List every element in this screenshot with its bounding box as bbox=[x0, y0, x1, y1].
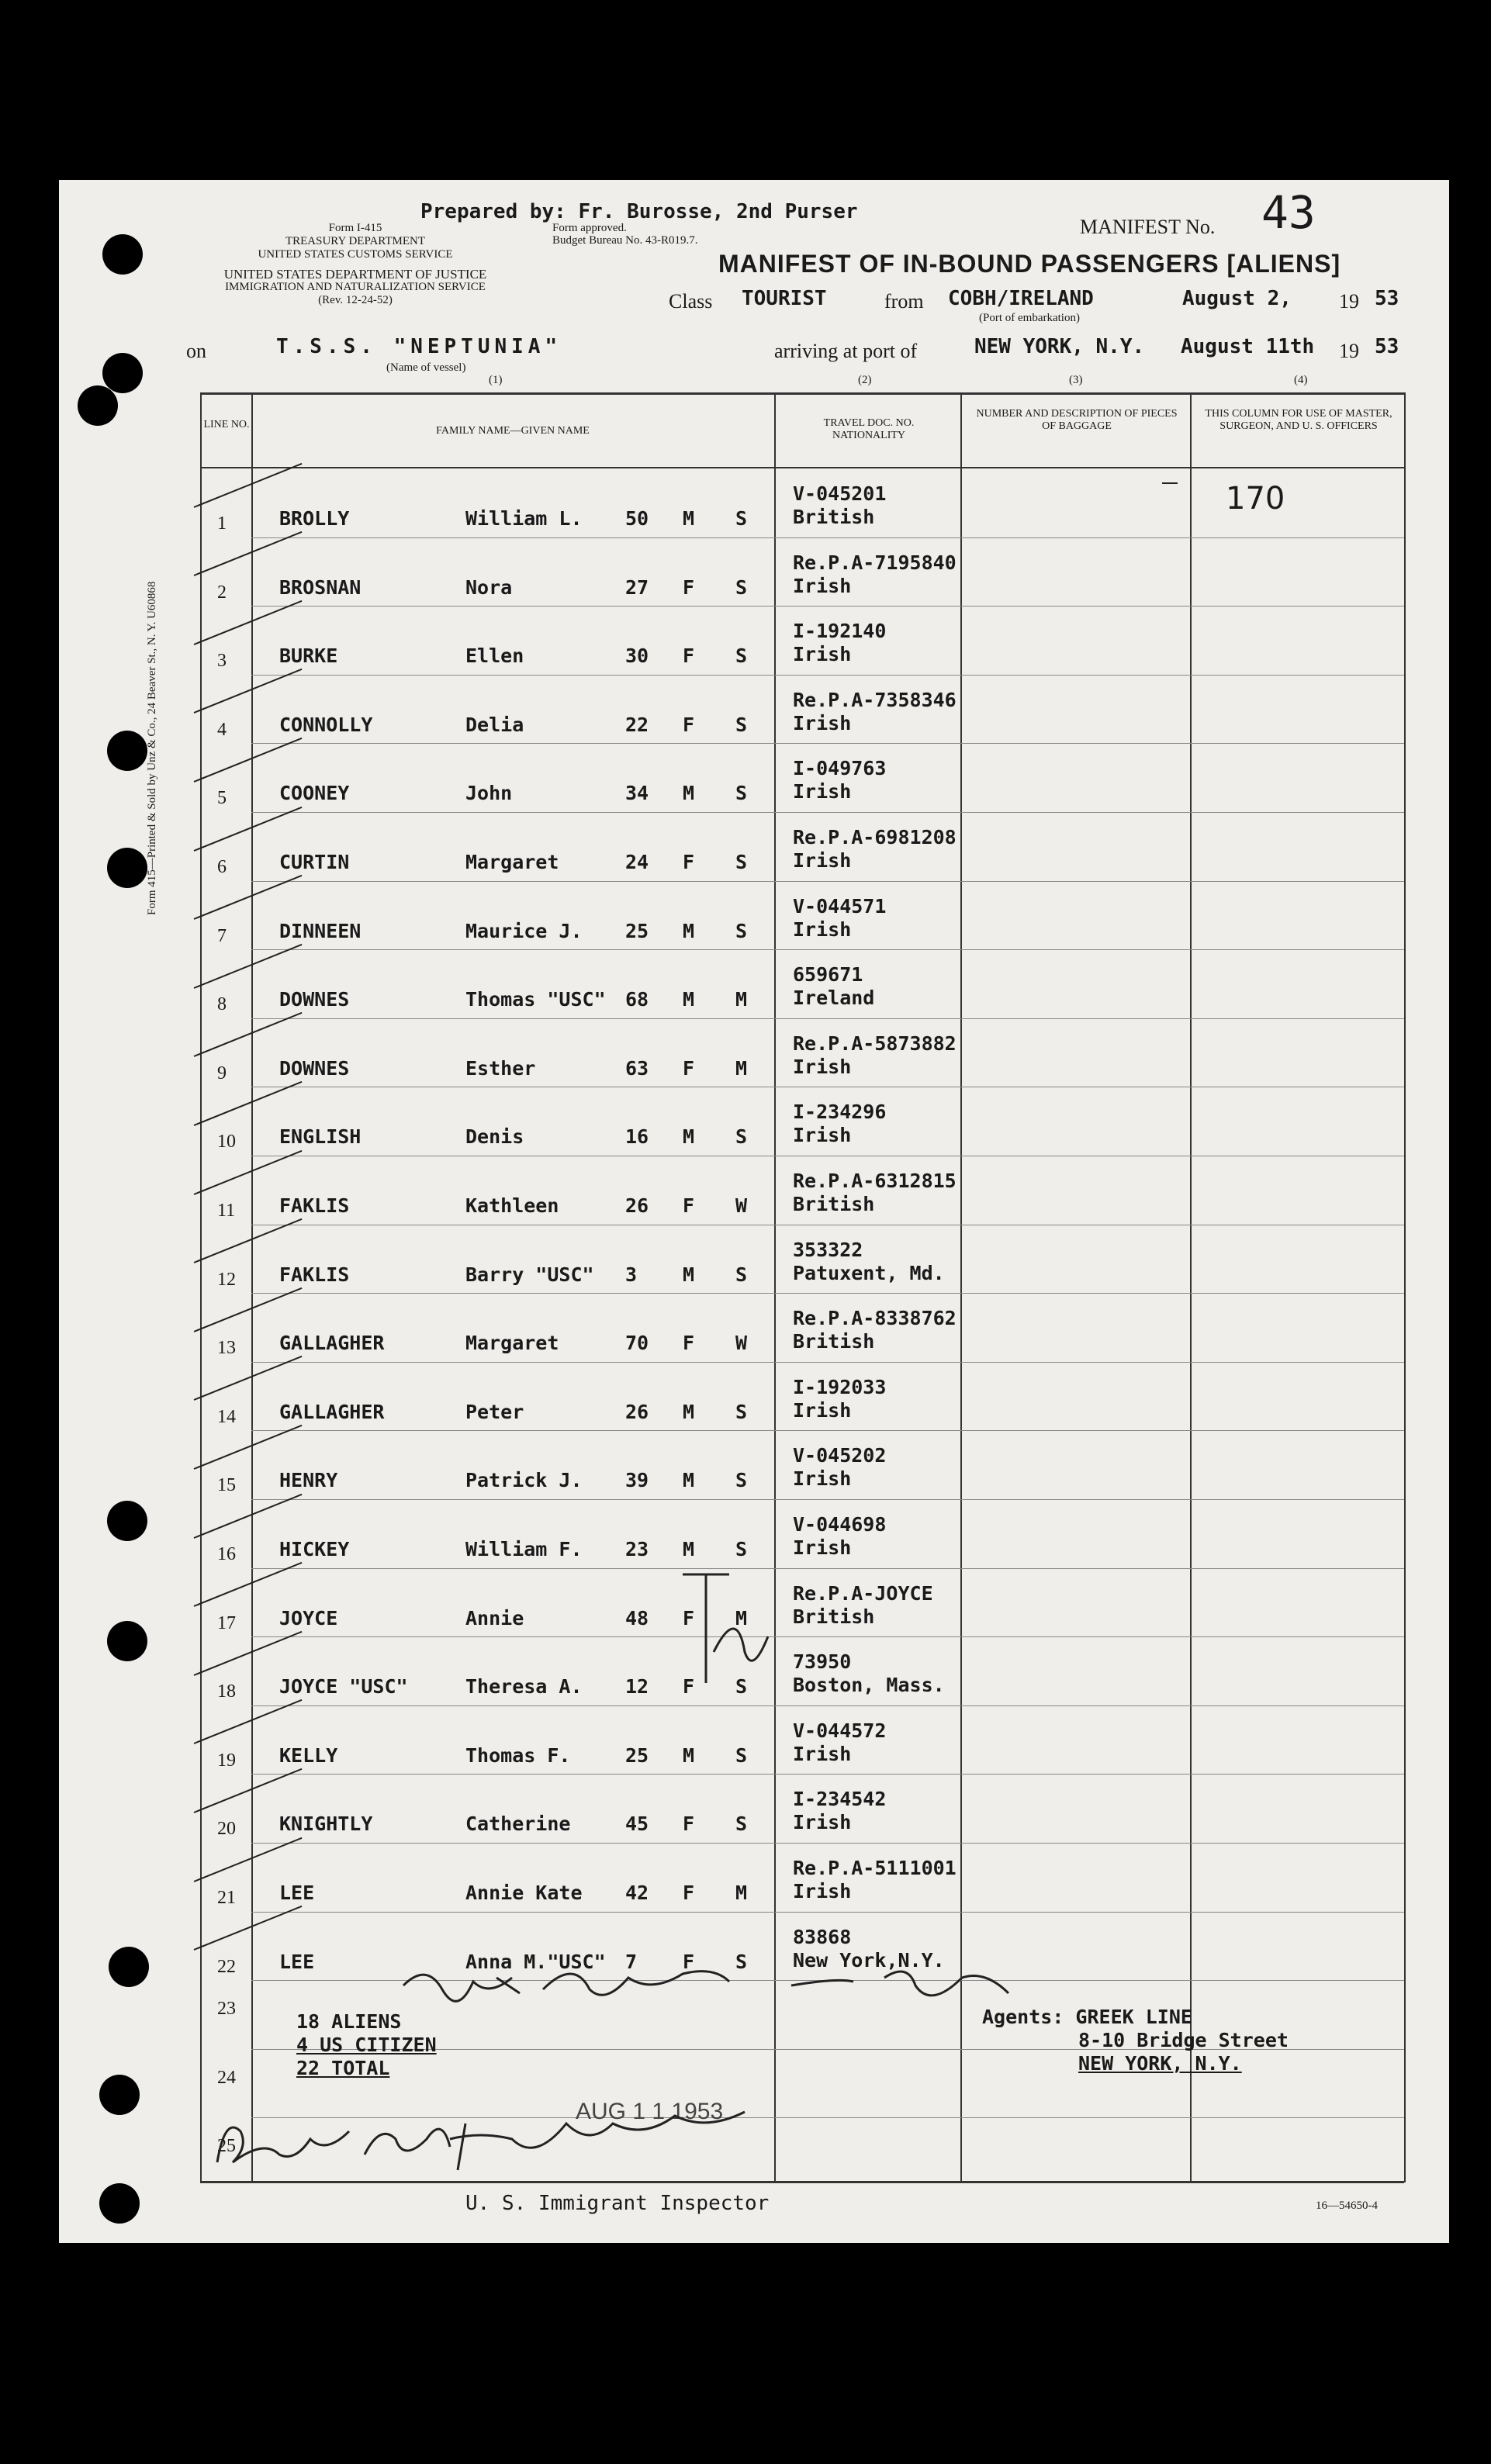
passenger-age: 27 bbox=[625, 575, 649, 599]
passenger-nationality: Irish bbox=[793, 1742, 852, 1765]
row-line-number: 21 bbox=[217, 1888, 236, 1908]
passenger-family-name: BURKE bbox=[279, 645, 338, 668]
budget-bureau: Budget Bureau No. 43-R019.7. bbox=[552, 234, 698, 247]
passenger-family-name: FAKLIS bbox=[279, 1194, 350, 1217]
travel-doc-number: V-045202 bbox=[793, 1444, 887, 1467]
passenger-age: 70 bbox=[625, 1332, 649, 1355]
passenger-marital-status: S bbox=[735, 1743, 748, 1767]
inspector-signature bbox=[209, 2108, 752, 2178]
inspection-date-stamp: AUG 1 1 1953 bbox=[576, 2099, 724, 2124]
passenger-nationality: Boston, Mass. bbox=[793, 1674, 945, 1697]
travel-doc-number: Re.P.A-6312815 bbox=[793, 1170, 957, 1192]
col-header-travel: TRAVEL DOC. NO. NATIONALITY bbox=[823, 417, 915, 441]
passenger-marital-status: S bbox=[735, 851, 748, 873]
passenger-family-name: BROSNAN bbox=[279, 575, 362, 599]
class-label: Class bbox=[669, 290, 713, 313]
from-value: COBH/IRELAND bbox=[948, 287, 1094, 310]
passenger-family-name: DOWNES bbox=[279, 1056, 350, 1080]
passenger-given-name: Delia bbox=[465, 713, 524, 736]
passenger-given-name: Theresa A. bbox=[465, 1675, 583, 1699]
passenger-marital-status: S bbox=[735, 507, 748, 530]
passenger-family-name: HICKEY bbox=[279, 1538, 350, 1560]
passenger-nationality: Irish bbox=[793, 1398, 852, 1422]
col-num-4: (4) bbox=[1294, 374, 1308, 386]
dept-justice: UNITED STATES DEPARTMENT OF JUSTICE bbox=[223, 267, 487, 282]
agency-block bbox=[185, 222, 526, 307]
row-divider bbox=[251, 1705, 1404, 1706]
passenger-marital-status: M bbox=[735, 1056, 748, 1080]
travel-doc-number: I-234296 bbox=[793, 1101, 887, 1124]
row-divider bbox=[251, 949, 1404, 950]
passenger-nationality: Patuxent, Md. bbox=[793, 1261, 945, 1284]
travel-doc-number: V-044572 bbox=[793, 1719, 887, 1742]
travel-doc-number: I-192140 bbox=[793, 620, 887, 643]
passenger-marital-status: W bbox=[735, 1194, 748, 1217]
row-line-number: 16 bbox=[217, 1544, 236, 1564]
passenger-family-name: COONEY bbox=[279, 782, 350, 805]
travel-doc-number: V-044698 bbox=[793, 1513, 887, 1536]
col-header-baggage: NUMBER AND DESCRIPTION OF PIECES OF BAGGAGE bbox=[976, 408, 1178, 432]
row-line-number: 24 bbox=[217, 2067, 236, 2088]
passenger-given-name: Peter bbox=[465, 1400, 524, 1423]
travel-doc-number: V-044571 bbox=[793, 894, 887, 918]
passenger-sex: F bbox=[683, 645, 695, 668]
passenger-nationality: British bbox=[793, 506, 875, 528]
passenger-given-name: Kathleen bbox=[465, 1194, 559, 1217]
row-line-number: 13 bbox=[217, 1338, 236, 1359]
footer-code: 16—54650-4 bbox=[1316, 2200, 1378, 2212]
agents-label: Agents: GREEK LINE bbox=[982, 2006, 1192, 2028]
arriving-label: arriving at port of bbox=[774, 340, 918, 362]
passenger-family-name: GALLAGHER bbox=[279, 1332, 385, 1355]
passenger-sex: F bbox=[683, 713, 695, 736]
row-line-number: 10 bbox=[217, 1132, 236, 1153]
dept-treasury: TREASURY DEPARTMENT bbox=[285, 235, 426, 247]
row-line-number: 19 bbox=[217, 1750, 236, 1771]
passenger-marital-status: W bbox=[735, 1332, 748, 1355]
on-label: on bbox=[186, 340, 206, 362]
row-divider bbox=[251, 1293, 1404, 1294]
passenger-family-name: CONNOLLY bbox=[279, 713, 373, 736]
passenger-age: 42 bbox=[625, 1882, 649, 1904]
passenger-age: 39 bbox=[625, 1469, 649, 1492]
passenger-given-name: Catherine bbox=[465, 1813, 571, 1836]
travel-doc-number: I-192033 bbox=[793, 1375, 887, 1398]
col-header-line: LINE NO. bbox=[203, 419, 250, 430]
passenger-age: 63 bbox=[625, 1056, 649, 1080]
row-divider bbox=[251, 1018, 1404, 1019]
printer-credit: Form 415—Printed & Sold by Unz & Co., 24 Beaver St., N. Y. U60868 bbox=[146, 581, 158, 915]
passenger-marital-status: S bbox=[735, 645, 748, 668]
passenger-age: 22 bbox=[625, 713, 649, 736]
row-line-number: 1 bbox=[217, 513, 227, 534]
row-divider bbox=[251, 743, 1404, 744]
passenger-nationality: Irish bbox=[793, 574, 852, 597]
passenger-age: 25 bbox=[625, 919, 649, 942]
passenger-nationality: Irish bbox=[793, 643, 852, 666]
passenger-family-name: LEE bbox=[279, 1882, 315, 1904]
row-line-number: 2 bbox=[217, 582, 227, 603]
row-line-number: 14 bbox=[217, 1406, 236, 1427]
travel-doc-number: V-045201 bbox=[793, 482, 887, 505]
passenger-age: 23 bbox=[625, 1538, 649, 1560]
passenger-age: 34 bbox=[625, 782, 649, 805]
total-aliens: 18 ALIENS bbox=[296, 2010, 402, 2033]
passenger-sex: F bbox=[683, 1332, 695, 1355]
dept-customs: UNITED STATES CUSTOMS SERVICE bbox=[258, 248, 453, 261]
travel-doc-number: Re.P.A-7358346 bbox=[793, 688, 957, 711]
row-line-number: 22 bbox=[217, 1956, 236, 1977]
punch-hole bbox=[109, 1947, 149, 1987]
passenger-marital-status: M bbox=[735, 1606, 748, 1629]
passenger-marital-status: S bbox=[735, 782, 748, 805]
dept-ins: IMMIGRATION AND NATURALIZATION SERVICE bbox=[225, 281, 486, 293]
passenger-family-name: KNIGHTLY bbox=[279, 1813, 373, 1836]
row-divider bbox=[251, 1912, 1404, 1913]
year-prefix: 19 bbox=[1339, 290, 1359, 313]
row-divider bbox=[251, 675, 1404, 676]
passenger-sex: M bbox=[683, 1125, 695, 1149]
passenger-marital-status: S bbox=[735, 1263, 748, 1286]
passenger-given-name: Barry "USC" bbox=[465, 1263, 594, 1286]
row-line-number: 12 bbox=[217, 1269, 236, 1290]
passenger-nationality: Irish bbox=[793, 1124, 852, 1147]
passenger-given-name: Esther bbox=[465, 1056, 536, 1080]
row-divider bbox=[251, 1362, 1404, 1363]
passenger-sex: F bbox=[683, 1056, 695, 1080]
passenger-given-name: Annie bbox=[465, 1606, 524, 1629]
passenger-family-name: GALLAGHER bbox=[279, 1400, 385, 1423]
row-line-number: 7 bbox=[217, 925, 227, 946]
row-divider bbox=[251, 1774, 1404, 1775]
passenger-age: 48 bbox=[625, 1606, 649, 1629]
passenger-sex: M bbox=[683, 1400, 695, 1423]
col-header-officers: THIS COLUMN FOR USE OF MASTER, SURGEON, AND U. S. OFFICERS bbox=[1205, 408, 1392, 432]
passenger-marital-status: S bbox=[735, 919, 748, 942]
form-revision: (Rev. 12-24-52) bbox=[318, 294, 393, 306]
col-num-2: (2) bbox=[858, 374, 872, 386]
arrival-date: August 11th bbox=[1181, 335, 1315, 358]
travel-doc-number: 659671 bbox=[793, 963, 863, 987]
row-line-number: 8 bbox=[217, 994, 227, 1015]
passenger-sex: M bbox=[683, 507, 695, 530]
passenger-given-name: William F. bbox=[465, 1538, 583, 1560]
passenger-age: 25 bbox=[625, 1743, 649, 1767]
passenger-sex: F bbox=[683, 1950, 695, 1973]
row-divider bbox=[251, 1568, 1404, 1569]
passenger-nationality: British bbox=[793, 1193, 875, 1215]
travel-doc-number: I-049763 bbox=[793, 757, 887, 780]
passenger-sex: F bbox=[683, 575, 695, 599]
departure-year: 53 bbox=[1375, 287, 1399, 310]
agents-city: NEW YORK, N.Y. bbox=[1078, 2052, 1242, 2075]
travel-doc-number: Re.P.A-5111001 bbox=[793, 1857, 957, 1879]
dash-mark bbox=[1161, 479, 1179, 487]
passenger-marital-status: S bbox=[735, 1675, 748, 1699]
row-line-number: 9 bbox=[217, 1063, 227, 1083]
passenger-sex: F bbox=[683, 1675, 695, 1699]
passenger-given-name: Margaret bbox=[465, 1332, 559, 1355]
row-line-number: 23 bbox=[217, 1999, 236, 2020]
row-line-number: 20 bbox=[217, 1819, 236, 1840]
passenger-family-name: BROLLY bbox=[279, 507, 350, 530]
passenger-given-name: William L. bbox=[465, 507, 583, 530]
passenger-nationality: Irish bbox=[793, 1880, 852, 1902]
passenger-marital-status: M bbox=[735, 1882, 748, 1904]
passenger-age: 12 bbox=[625, 1675, 649, 1699]
passenger-family-name: KELLY bbox=[279, 1743, 338, 1767]
port-embarkation-label: (Port of embarkation) bbox=[979, 312, 1080, 324]
passenger-family-name: LEE bbox=[279, 1950, 315, 1973]
row-line-number: 18 bbox=[217, 1681, 236, 1702]
passenger-sex: F bbox=[683, 1606, 695, 1629]
arrival-port: NEW YORK, N.Y. bbox=[974, 335, 1145, 358]
passenger-family-name: JOYCE "USC" bbox=[279, 1675, 408, 1699]
passenger-given-name: Patrick J. bbox=[465, 1469, 583, 1492]
passenger-given-name: Thomas F. bbox=[465, 1743, 571, 1767]
agents-address: 8-10 Bridge Street bbox=[1078, 2029, 1289, 2051]
row-divider bbox=[251, 1843, 1404, 1844]
passenger-age: 45 bbox=[625, 1813, 649, 1836]
vessel-label: (Name of vessel) bbox=[386, 361, 466, 374]
passenger-sex: M bbox=[683, 1538, 695, 1560]
passenger-sex: F bbox=[683, 1194, 695, 1217]
passenger-family-name: JOYCE bbox=[279, 1606, 338, 1629]
passenger-sex: M bbox=[683, 988, 695, 1011]
passenger-family-name: DOWNES bbox=[279, 988, 350, 1011]
passenger-nationality: New York,N.Y. bbox=[793, 1948, 945, 1972]
row-line-number: 4 bbox=[217, 719, 227, 740]
passenger-sex: M bbox=[683, 1263, 695, 1286]
passenger-age: 16 bbox=[625, 1125, 649, 1149]
passenger-nationality: Ireland bbox=[793, 987, 875, 1010]
manifest-no-label: MANIFEST No. bbox=[1080, 216, 1216, 238]
passenger-nationality: Irish bbox=[793, 1467, 852, 1491]
passenger-age: 30 bbox=[625, 645, 649, 668]
passenger-age: 24 bbox=[625, 851, 649, 873]
passenger-family-name: CURTIN bbox=[279, 851, 350, 873]
travel-doc-number: 73950 bbox=[793, 1650, 852, 1674]
row-divider bbox=[251, 1499, 1404, 1500]
punch-hole bbox=[107, 731, 147, 771]
handwritten-annotation bbox=[388, 1954, 1164, 2016]
row-line-number: 15 bbox=[217, 1475, 236, 1496]
passenger-family-name: ENGLISH bbox=[279, 1125, 362, 1149]
passenger-age: 50 bbox=[625, 507, 649, 530]
row-divider bbox=[251, 537, 1404, 538]
passenger-age: 26 bbox=[625, 1400, 649, 1423]
travel-doc-number: 83868 bbox=[793, 1925, 852, 1948]
passenger-nationality: Irish bbox=[793, 1811, 852, 1834]
passenger-given-name: Margaret bbox=[465, 851, 559, 873]
punch-hole bbox=[78, 385, 118, 426]
passenger-given-name: Maurice J. bbox=[465, 919, 583, 942]
punch-hole bbox=[99, 2075, 140, 2115]
passenger-family-name: DINNEEN bbox=[279, 919, 362, 942]
row-line-number: 6 bbox=[217, 857, 227, 877]
passenger-given-name: Anna M."USC" bbox=[465, 1950, 606, 1973]
passenger-given-name: Thomas "USC" bbox=[465, 988, 606, 1011]
inspector-label: U. S. Immigrant Inspector bbox=[465, 2192, 770, 2215]
passenger-nationality: Irish bbox=[793, 780, 852, 803]
passenger-given-name: John bbox=[465, 782, 513, 805]
passenger-age: 7 bbox=[625, 1950, 638, 1973]
passenger-marital-status: S bbox=[735, 1950, 748, 1973]
manifest-number: 43 bbox=[1261, 186, 1316, 239]
col-header-name: FAMILY NAME—GIVEN NAME bbox=[436, 425, 590, 437]
passenger-marital-status: M bbox=[735, 988, 748, 1011]
passenger-family-name: HENRY bbox=[279, 1469, 338, 1492]
punch-hole bbox=[102, 234, 143, 275]
form-number: Form I-415 bbox=[328, 222, 382, 234]
passenger-sex: M bbox=[683, 782, 695, 805]
passenger-age: 3 bbox=[625, 1263, 638, 1286]
passenger-nationality: Irish bbox=[793, 1536, 852, 1559]
passenger-nationality: Irish bbox=[793, 1055, 852, 1078]
arrival-year: 53 bbox=[1375, 335, 1399, 358]
passenger-sex: F bbox=[683, 851, 695, 873]
passenger-sex: M bbox=[683, 1469, 695, 1492]
punch-hole bbox=[107, 848, 147, 888]
punch-hole bbox=[107, 1621, 147, 1661]
passenger-marital-status: S bbox=[735, 1538, 748, 1560]
row-line-number: 25 bbox=[217, 2136, 236, 2157]
travel-doc-number: I-234542 bbox=[793, 1788, 887, 1811]
punch-hole bbox=[107, 1501, 147, 1541]
row-divider bbox=[251, 1636, 1404, 1637]
manifest-title: MANIFEST OF IN-BOUND PASSENGERS [ALIENS] bbox=[718, 250, 1341, 278]
travel-doc-number: Re.P.A-6981208 bbox=[793, 826, 957, 848]
passenger-age: 68 bbox=[625, 988, 649, 1011]
year-prefix-2: 19 bbox=[1339, 340, 1359, 362]
prepared-by: Prepared by: Fr. Burosse, 2nd Purser bbox=[420, 200, 858, 223]
passenger-sex: F bbox=[683, 1813, 695, 1836]
passenger-nationality: Irish bbox=[793, 849, 852, 872]
passenger-given-name: Annie Kate bbox=[465, 1882, 583, 1904]
passenger-age: 26 bbox=[625, 1194, 649, 1217]
departure-date: August 2, bbox=[1182, 287, 1292, 310]
passenger-marital-status: S bbox=[735, 1469, 748, 1492]
travel-doc-number: Re.P.A-8338762 bbox=[793, 1307, 957, 1330]
total-passengers: 22 TOTAL bbox=[296, 2057, 390, 2079]
passenger-given-name: Nora bbox=[465, 575, 513, 599]
col-num-1: (1) bbox=[489, 374, 503, 386]
row-divider bbox=[251, 1430, 1404, 1431]
passenger-sex: M bbox=[683, 919, 695, 942]
travel-doc-number: Re.P.A-7195840 bbox=[793, 551, 957, 574]
form-approved: Form approved. bbox=[552, 222, 627, 234]
passenger-sex: F bbox=[683, 1882, 695, 1904]
from-label: from bbox=[884, 290, 924, 313]
row-line-number: 3 bbox=[217, 651, 227, 672]
punch-hole bbox=[99, 2183, 140, 2224]
passenger-given-name: Ellen bbox=[465, 645, 524, 668]
passenger-marital-status: S bbox=[735, 575, 748, 599]
passenger-family-name: FAKLIS bbox=[279, 1263, 350, 1286]
travel-doc-number: 353322 bbox=[793, 1238, 863, 1261]
travel-doc-number: Re.P.A-JOYCE bbox=[793, 1581, 933, 1605]
row-divider bbox=[251, 812, 1404, 813]
total-citizens: 4 US CITIZEN bbox=[296, 2034, 437, 2056]
passenger-marital-status: S bbox=[735, 1400, 748, 1423]
class-value: TOURIST bbox=[742, 287, 827, 310]
handwritten-initials bbox=[675, 1559, 784, 1691]
row-divider bbox=[251, 881, 1404, 882]
col-num-3: (3) bbox=[1069, 374, 1083, 386]
passenger-nationality: British bbox=[793, 1330, 875, 1353]
officer-count-mark: 170 bbox=[1226, 481, 1285, 517]
travel-doc-number: Re.P.A-5873882 bbox=[793, 1032, 957, 1055]
passenger-marital-status: S bbox=[735, 1813, 748, 1836]
passenger-marital-status: S bbox=[735, 713, 748, 736]
row-line-number: 11 bbox=[217, 1201, 236, 1221]
row-line-number: 17 bbox=[217, 1612, 236, 1633]
passenger-nationality: Irish bbox=[793, 711, 852, 734]
punch-hole bbox=[102, 353, 143, 393]
passenger-marital-status: S bbox=[735, 1125, 748, 1149]
vessel-name: T.S.S. "NEPTUNIA" bbox=[276, 335, 562, 358]
passenger-nationality: Irish bbox=[793, 918, 852, 941]
passenger-nationality: British bbox=[793, 1605, 875, 1628]
row-line-number: 5 bbox=[217, 788, 227, 809]
passenger-given-name: Denis bbox=[465, 1125, 524, 1149]
passenger-sex: M bbox=[683, 1743, 695, 1767]
